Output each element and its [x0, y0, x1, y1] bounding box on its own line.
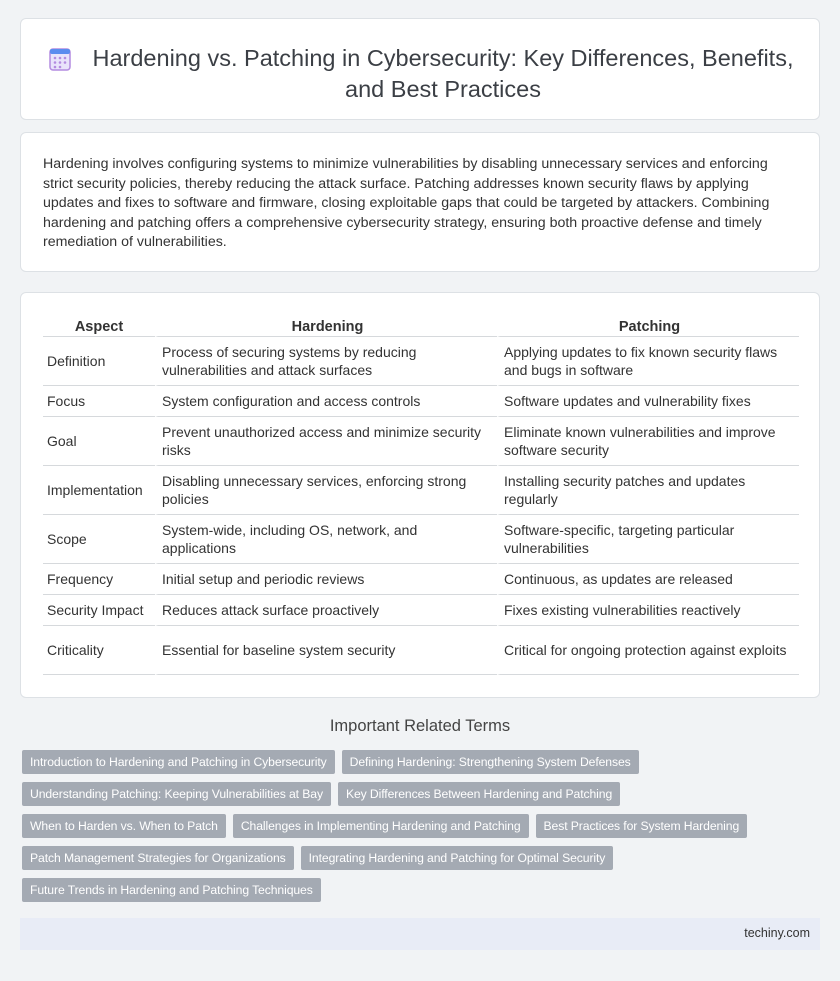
tag-row [22, 750, 802, 774]
hardening-cell: System-wide, including OS, network, and applications [155, 515, 497, 564]
related-terms-heading: Important Related Terms [329, 717, 511, 735]
footer-bar [20, 918, 820, 950]
patching-cell: Continuous, as updates are released [497, 564, 799, 595]
table-row [43, 626, 799, 675]
tag-row [22, 814, 802, 838]
related-tag[interactable]: Defining Hardening: Strengthening System Defenses [342, 750, 639, 774]
table-row [43, 466, 799, 515]
related-tag[interactable]: Integrating Hardening and Patching for Optimal Security [301, 846, 614, 870]
aspect-cell: Goal [43, 417, 155, 466]
header-aspect: Aspect [43, 317, 155, 337]
patching-cell: Installing security patches and updates regularly [497, 466, 799, 515]
patching-cell: Fixes existing vulnerabilities reactively [497, 595, 799, 626]
hardening-cell: Reduces attack surface proactively [155, 595, 497, 626]
aspect-cell: Frequency [43, 564, 155, 595]
related-tag[interactable]: Challenges in Implementing Hardening and Patching [233, 814, 529, 838]
table-header-row [43, 317, 799, 337]
hardening-cell: Process of securing systems by reducing vulnerabilities and attack surfaces [155, 337, 497, 386]
related-tag[interactable]: Key Differences Between Hardening and Patching [338, 782, 620, 806]
intro-paragraph: Hardening involves configuring systems to minimize vulnerabilities by disabling unnecessary services and enforcing strict security policies, thereby reducing the attack surface. Patching addresses known security flaws by applying updates and fixes to software and firmware, closing exploitable gaps that could be targeted by attackers. Combining hardening and patching offers a comprehensive cybersecurity strategy, ensuring both proactive defense and timely remediation of vulnerabilities. [43, 156, 770, 251]
related-tag[interactable]: Future Trends in Hardening and Patching Techniques [22, 878, 321, 902]
comparison-table [43, 317, 799, 675]
related-tag[interactable]: Introduction to Hardening and Patching in Cybersecurity [22, 750, 335, 774]
related-tag[interactable]: When to Harden vs. When to Patch [22, 814, 226, 838]
aspect-cell: Focus [43, 386, 155, 417]
related-tag[interactable]: Best Practices for System Hardening [536, 814, 748, 838]
aspect-cell: Criticality [43, 626, 155, 675]
table-row [43, 595, 799, 626]
table-row [43, 337, 799, 386]
patching-cell: Software updates and vulnerability fixes [497, 386, 799, 417]
hardening-cell: Disabling unnecessary services, enforcing strong policies [155, 466, 497, 515]
patching-cell: Eliminate known vulnerabilities and improve software security [497, 417, 799, 466]
tag-row [22, 782, 802, 806]
table-row [43, 515, 799, 564]
aspect-cell: Implementation [43, 466, 155, 515]
hardening-cell: Essential for baseline system security [155, 626, 497, 675]
table-row [43, 386, 799, 417]
patching-cell: Software-specific, targeting particular vulnerabilities [497, 515, 799, 564]
comparison-table-card [20, 292, 820, 698]
header-patching: Patching [497, 317, 799, 337]
hardening-cell: Initial setup and periodic reviews [155, 564, 497, 595]
table-row [43, 564, 799, 595]
aspect-cell: Security Impact [43, 595, 155, 626]
related-terms-tags [22, 750, 802, 910]
hardening-cell: Prevent unauthorized access and minimize security risks [155, 417, 497, 466]
related-tag[interactable]: Patch Management Strategies for Organizations [22, 846, 294, 870]
intro-card [20, 132, 820, 272]
header-card [20, 18, 820, 120]
aspect-cell: Definition [43, 337, 155, 386]
header-hardening: Hardening [155, 317, 497, 337]
aspect-cell: Scope [43, 515, 155, 564]
footer-site-link[interactable]: techiny.com [744, 926, 810, 940]
tag-row [22, 878, 802, 902]
tag-row [22, 846, 802, 870]
related-tag[interactable]: Understanding Patching: Keeping Vulnerabilities at Bay [22, 782, 331, 806]
patching-cell: Applying updates to fix known security flaws and bugs in software [497, 337, 799, 386]
page-title: Hardening vs. Patching in Cybersecurity: Key Differences, Benefits, and Best Practices [92, 45, 794, 102]
hardening-cell: System configuration and access controls [155, 386, 497, 417]
patching-cell: Critical for ongoing protection against exploits [497, 626, 799, 675]
table-row [43, 417, 799, 466]
